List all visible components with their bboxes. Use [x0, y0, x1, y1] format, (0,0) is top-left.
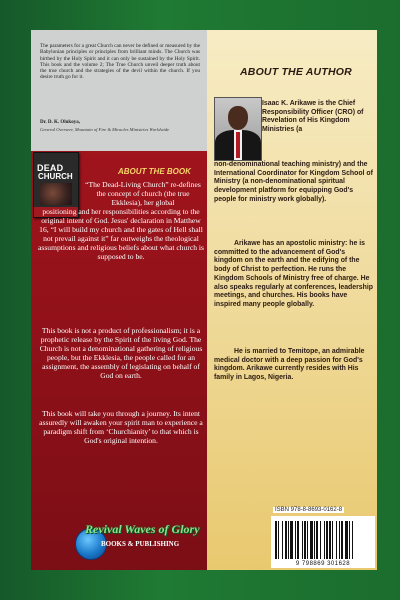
- barcode-bar: [285, 521, 287, 559]
- barcode-bar: [275, 521, 277, 559]
- isbn-label: ISBN 978-8-8693-0162-8: [275, 507, 343, 513]
- thumbnail-title-line2: CHURCH: [38, 172, 73, 181]
- publisher-subtitle: BOOKS & PUBLISHING: [101, 540, 180, 548]
- barcode-bar: [345, 521, 348, 559]
- thumbnail-image: [40, 183, 72, 205]
- barcode-bar: [314, 521, 315, 559]
- about-author-paragraph-3-text: He is married to Temitope, an admirable medical doctor with a deep passion for God's kingdom. Arikawe currently resides with His family in Lagos, Nigeria.: [214, 348, 365, 382]
- barcode-bar: [295, 521, 296, 559]
- barcode-bar: [332, 521, 333, 559]
- barcode-bar: [341, 521, 343, 559]
- about-book-paragraph-2: This book is not a product of professionalism; it is a prophetic release by the Spirit of the living God. The Church is not a denominational gathering of religious people, but the Ekklesia, the people called for an assignment, the assembly of legislating on behalf of God on earth.: [39, 326, 203, 381]
- barcode-bar: [302, 521, 303, 559]
- about-book-paragraph-3: This book will take you through a journey. Its intent assuredly will awaken your spirit man to experience a paradigm shift from ‘Churchianity’ to that which is God's original intention.: [39, 409, 203, 446]
- barcode-bar: [329, 521, 331, 559]
- endorsement-author: Dr. D. K. Olukoya,: [40, 120, 80, 125]
- thumbnail-title-line1: DEAD: [37, 163, 64, 173]
- barcode-bar: [326, 521, 328, 559]
- barcode-bar: [288, 521, 289, 559]
- barcode: [275, 521, 371, 561]
- publisher-logo: [71, 522, 200, 568]
- author-photo: [214, 97, 262, 161]
- about-author-paragraph-2: [214, 240, 374, 310]
- barcode-bar: [320, 521, 321, 559]
- barcode-bar: [324, 521, 325, 559]
- barcode-bar: [310, 521, 313, 559]
- about-book-heading: ABOUT THE BOOK: [118, 167, 191, 176]
- endorsement-quote: The parameters for a great Church can never be defined or measured by the Babylonian principles or principles from brilliant minds. The Church was birthed by the Holy Spirit and it can only be sustained by the Holy Spirit. This book and the volume 2; The True Church unveil deeper truth about the true church and the strategies of the devil within the church. If you desire truth go for it.: [40, 43, 200, 81]
- about-author-paragraph-2-text: Arikawe has an apostolic ministry: he is committed to the advancement of God's kingdom on the earth and the edifying of the body of Christ to perfection. He runs the Kingdom Schools of Ministry free of charge. He also speaks regularly at conferences, leadership meetings, and churches. His books have inspired many people globally.: [214, 240, 373, 308]
- about-book-paragraph-1-cont: positioning and her responsibilities according to the original intent of God. Jesus' declaration in Matthew 16, “I will build my church and the gates of Hell shall not prevail against it” far outweighs the theological assumptions and religious beliefs about what church is supposed to be.: [38, 207, 204, 262]
- publisher-name: Revival Waves of Glory: [85, 522, 200, 536]
- barcode-bar: [352, 521, 353, 559]
- barcode-bar: [316, 521, 318, 559]
- about-author-paragraph-1-cont: non-denominational teaching ministry) and the International Coordinator for Kingdom School of Ministry (a non-denominational spiritual development platform for equipping God's people for ministry work globally).: [214, 161, 373, 203]
- about-author-paragraph-1: Isaac K. Arikawe is the Chief Responsibility Officer (CRO) of Revelation of His Kingdom Ministries (a: [262, 100, 364, 134]
- barcode-bar: [282, 521, 283, 559]
- author-photo-tie: [236, 132, 240, 158]
- barcode-bar: [307, 521, 308, 559]
- barcode-bar: [349, 521, 350, 559]
- about-author-paragraph-3: [214, 348, 374, 383]
- barcode-bar: [278, 521, 279, 559]
- about-author-heading: ABOUT THE AUTHOR: [240, 66, 352, 78]
- barcode-bar: [297, 521, 299, 559]
- barcode-number: 9 798869 301628: [295, 561, 351, 567]
- barcode-bar: [290, 521, 293, 559]
- author-photo-head: [228, 106, 248, 130]
- barcode-bar: [304, 521, 306, 559]
- barcode-bar: [336, 521, 337, 559]
- barcode-bar: [339, 521, 340, 559]
- about-book-paragraph-1: “The Dead-Living Church” re-defines the concept of church (the true Ekklesia), her global: [85, 180, 201, 208]
- endorsement-author-role: General Overseer, Mountain of Fire & Miracles Ministries Worldwide: [40, 127, 170, 132]
